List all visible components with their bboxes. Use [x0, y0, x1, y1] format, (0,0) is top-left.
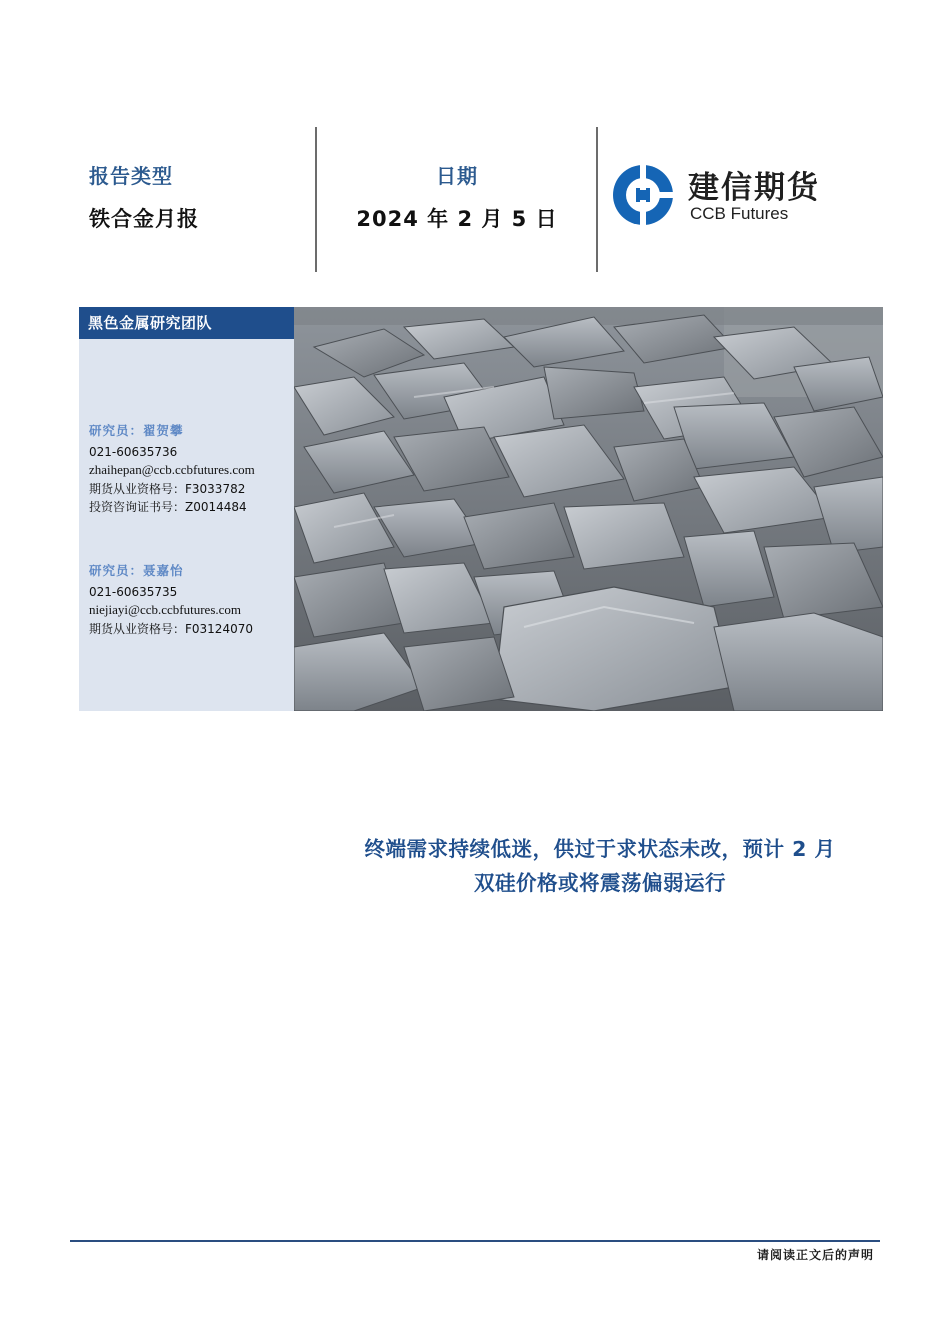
analyst-email: zhaihepan@ccb.ccbfutures.com: [89, 462, 255, 477]
analyst-email: niejiayi@ccb.ccbfutures.com: [89, 602, 242, 617]
ferroalloy-photo-illustration: [294, 307, 883, 711]
report-type-label: 报告类型: [89, 164, 173, 188]
footer-disclaimer-note: 请阅读正文后的声明: [756, 1248, 874, 1262]
report-type-value: 铁合金月报: [89, 207, 199, 231]
analyst-card: [89, 562, 294, 638]
analyst-name: 研究员：聂嘉怡: [89, 563, 184, 578]
logo-name-cn: 建信期货: [688, 170, 820, 206]
report-title-line: 终端需求持续低迷，供过于求状态未改，预计 2 月: [364, 837, 836, 861]
report-title: [300, 832, 900, 900]
analyst-name: 研究员：翟贺攀: [89, 423, 184, 438]
report-type-block: [89, 160, 289, 233]
header-divider: [596, 127, 598, 272]
analyst-phone: 021-60635735: [89, 584, 178, 599]
analyst-license: 期货从业资格号：F03124070: [89, 621, 253, 636]
report-date-block: [330, 160, 584, 233]
ferroalloy-photo: [294, 307, 883, 711]
logo-name-en: CCB Futures: [690, 204, 789, 223]
footer-divider: [70, 1240, 880, 1242]
analyst-card: [89, 422, 294, 517]
report-date-value: 2024 年 2 月 5 日: [356, 207, 558, 231]
research-team-panel: [79, 307, 294, 711]
analyst-license: 期货从业资格号：F3033782: [89, 481, 246, 496]
report-title-line: 双硅价格或将震荡偏弱运行: [474, 871, 726, 895]
analyst-consult-license: 投资咨询证书号：Z0014484: [89, 500, 247, 514]
ccb-futures-logo: [612, 162, 872, 228]
ccb-logo-icon: [612, 164, 674, 226]
report-date-label: 日期: [436, 164, 478, 188]
team-title: 黑色金属研究团队: [79, 307, 294, 339]
analyst-phone: 021-60635736: [89, 444, 178, 459]
header-divider: [315, 127, 317, 272]
